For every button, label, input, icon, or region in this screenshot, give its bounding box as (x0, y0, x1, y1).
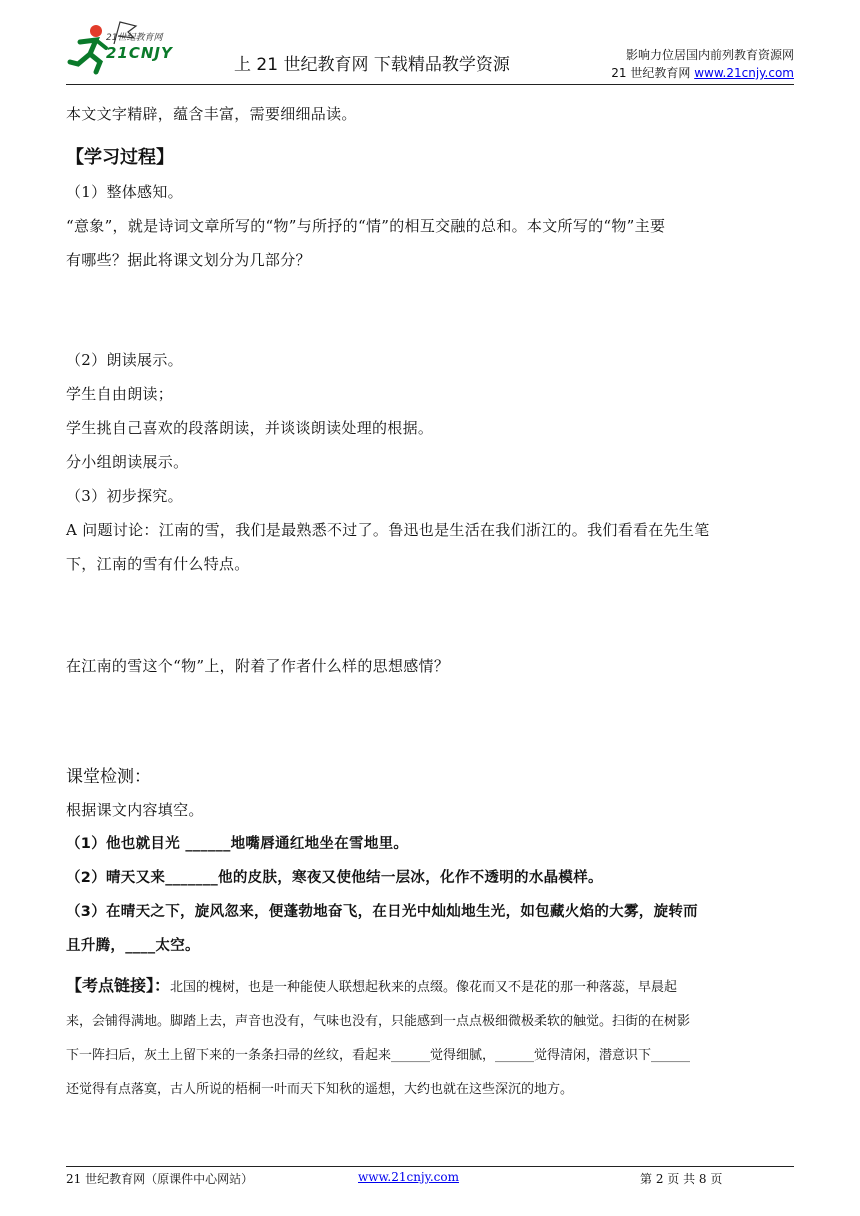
logo-wordmark: 21CNJY (106, 44, 173, 62)
step1-text-line2: 有哪些？据此将课文划分为几部分？ (66, 251, 311, 269)
keypoint-label: 【考点链接】： (66, 976, 171, 995)
footer-link-wrap (358, 1170, 459, 1184)
keypoint-line4: 还觉得有点落寞，古人所说的梧桐一叶而天下知秋的遥想，大约也就在这些深沉的地方。 (66, 1082, 574, 1097)
runner-icon (66, 22, 110, 78)
header-tagline: 上 21 世纪教育网 下载精品教学资源 (234, 55, 510, 75)
step2-line2: 学生挑自己喜欢的段落朗读，并谈谈朗读处理的根据。 (66, 419, 434, 437)
page-number: 第 2 页 共 8 页 (640, 1172, 723, 1186)
step1-text-line1: “意象”，就是诗词文章所写的“物”与所抒的“情”的相互交融的总和。本文所写的“物”主要 (66, 217, 666, 235)
site-logo (66, 22, 216, 82)
logo-caption: 21世纪教育网 (106, 33, 163, 43)
page-header (66, 18, 794, 84)
keypoint-line2: 来，会铺得满地。脚踏上去，声音也没有，气味也没有，只能感到一点点极细微极柔软的触觉。扫街的在树影 (66, 1014, 691, 1029)
step2-title: （2）朗读展示。 (66, 351, 183, 369)
footer-link[interactable]: www.21cnjy.com (358, 1170, 459, 1184)
step3-text-line1: A 问题讨论：江南的雪，我们是最熟悉不过了。鲁迅也是生活在我们浙江的。我们看看在先生笔 (66, 521, 710, 539)
section-title: 【学习过程】 (66, 147, 174, 168)
step3-question2: 在江南的雪这个“物”上，附着了作者什么样的思想感情？ (66, 657, 450, 675)
fill-item-1: （1）他也就目光 ______地嘴唇通红地坐在雪地里。 (66, 836, 409, 852)
fill-item-3-line1: （3）在晴天之下，旋风忽来，便蓬勃地奋飞，在日光中灿灿地生光，如包藏火焰的大雾，旋转而 (66, 904, 698, 920)
footer-divider (66, 1166, 794, 1167)
intro-text: 本文文字精辟，蕴含丰富，需要细细品读。 (66, 105, 357, 123)
keypoint-text-1: 北国的槐树，也是一种能使人联想起秋来的点缀。像花而又不是花的那一种落蕊，早晨起 (170, 980, 678, 995)
fill-intro: 根据课文内容填空。 (66, 801, 204, 819)
fill-item-2: （2）晴天又来_______他的皮肤，寒夜又使他结一层冰，化作不透明的水晶模样。 (66, 870, 603, 886)
step2-line1: 学生自由朗读； (66, 385, 174, 403)
header-site-line (611, 64, 794, 81)
fill-item-3-line2: 且升腾，____太空。 (66, 938, 200, 954)
header-site-name: 21 世纪教育网 (611, 66, 695, 80)
step2-line3: 分小组朗读展示。 (66, 453, 189, 471)
keypoint-line3: 下一阵扫后，灰土上留下来的一条条扫帚的丝纹，看起来______觉得细腻，______觉得清闲，潜意识下______ (66, 1048, 691, 1063)
step3-title: （3）初步探究。 (66, 487, 183, 505)
header-slogan: 影响力位居国内前列教育资源网 (625, 48, 794, 62)
footer-site: 21 世纪教育网（原课件中心网站） (66, 1172, 254, 1186)
check-title: 课堂检测： (66, 767, 151, 787)
header-site-link[interactable]: www.21cnjy.com (694, 66, 794, 80)
header-divider (66, 84, 794, 85)
keypoint-line1 (66, 976, 677, 998)
step1-title: （1）整体感知。 (66, 183, 183, 201)
step3-text-line2: 下，江南的雪有什么特点。 (66, 555, 250, 573)
